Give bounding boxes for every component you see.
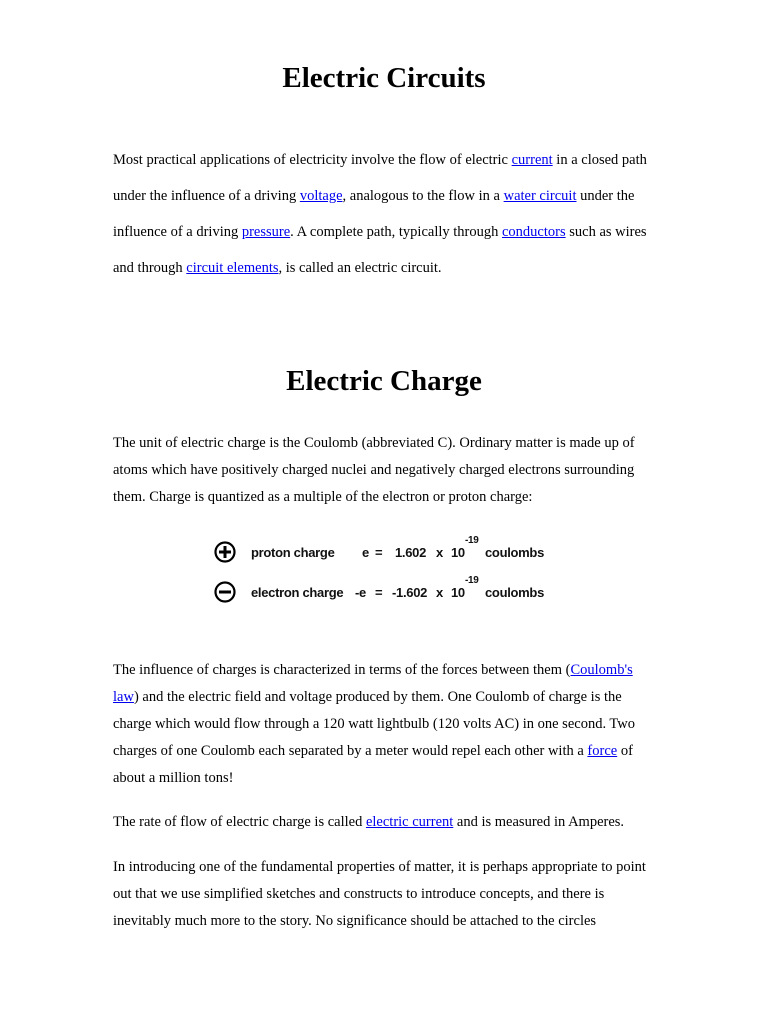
charge-unit: coulombs [485,545,544,560]
minus-circle-icon [214,581,236,603]
paragraph-influence-of-charges [113,657,658,792]
power-exponent: -19 [465,575,479,586]
text-run: such as wires and through [113,224,647,276]
link-conductors[interactable]: conductors [502,224,566,240]
link-voltage[interactable]: voltage [299,188,343,204]
proton-charge-mantissa: 1.602 [395,545,427,560]
electron-charge-row [214,575,554,606]
link-current[interactable]: current [511,152,553,168]
link-electric-current[interactable]: electric current [365,814,454,830]
equals-sign: = [375,545,383,560]
electron-charge-symbol: -e [355,585,366,600]
link-water-circuit[interactable]: water circuit [503,188,577,204]
link-coulombs-law[interactable]: Coulomb's law [113,662,633,705]
text-run: in a closed path under the influence of a driving [113,152,647,204]
paragraph-unit-of-charge: The unit of electric charge is the Coulomb (abbreviated C). Ordinary matter is made up of atoms which have positively charged nuclei and negatively charged electrons surrounding them. Charge is quantized as a multiple of the electron or proton charge: [113,435,635,505]
paragraph-rate-of-flow [113,809,658,836]
charge-unit: coulombs [485,585,544,600]
power-base: 10 [451,545,465,560]
text-run: Most practical applications of electricity involve the flow of electric [113,152,512,168]
section-title-electric-charge: Electric Charge [286,365,482,397]
proton-charge-symbol: e [362,545,369,560]
times-sign: x [436,545,443,560]
power-base: 10 [451,585,465,600]
plus-circle-icon [214,541,236,563]
electron-charge-label: electron charge [251,585,344,600]
text-run: . A complete path, typically through [290,224,502,240]
link-force[interactable]: force [587,743,618,759]
section-title-electric-circuits: Electric Circuits [282,62,486,94]
text-run: , is called an electric circuit. [278,260,442,276]
text-run: The influence of charges is characterized in terms of the forces between them ( [113,662,571,678]
text-run: , analogous to the flow in a [342,188,504,204]
proton-charge-label: proton charge [251,545,335,560]
charge-equation-figure [214,534,554,614]
text-run: and is measured in Amperes. [453,814,625,830]
electron-charge-mantissa: -1.602 [392,585,428,600]
link-pressure[interactable]: pressure [241,224,291,240]
paragraph-simplified-sketches: In introducing one of the fundamental properties of matter, it is perhaps appropriate to point out that we use simplified sketches and constructs to introduce concepts, and there is inevitably much more to the story. No significance should be attached to the circles [113,859,646,929]
proton-charge-row [214,535,554,566]
link-circuit-elements[interactable]: circuit elements [186,260,279,276]
times-sign: x [436,585,443,600]
paragraph-electric-circuits [113,142,658,286]
text-run: ) and the electric field and voltage produced by them. One Coulomb of charge is the charge which would flow through a 120 watt lightbulb (120 volts AC) in one second. Two charges of one Coulomb each separated by a meter would repel each other with a [113,689,635,759]
text-run: The rate of flow of electric charge is called [113,814,366,830]
text-run: under the influence of a driving [113,188,635,240]
text-run: of about a million tons! [113,743,633,786]
equals-sign: = [375,585,383,600]
power-exponent: -19 [465,535,479,546]
